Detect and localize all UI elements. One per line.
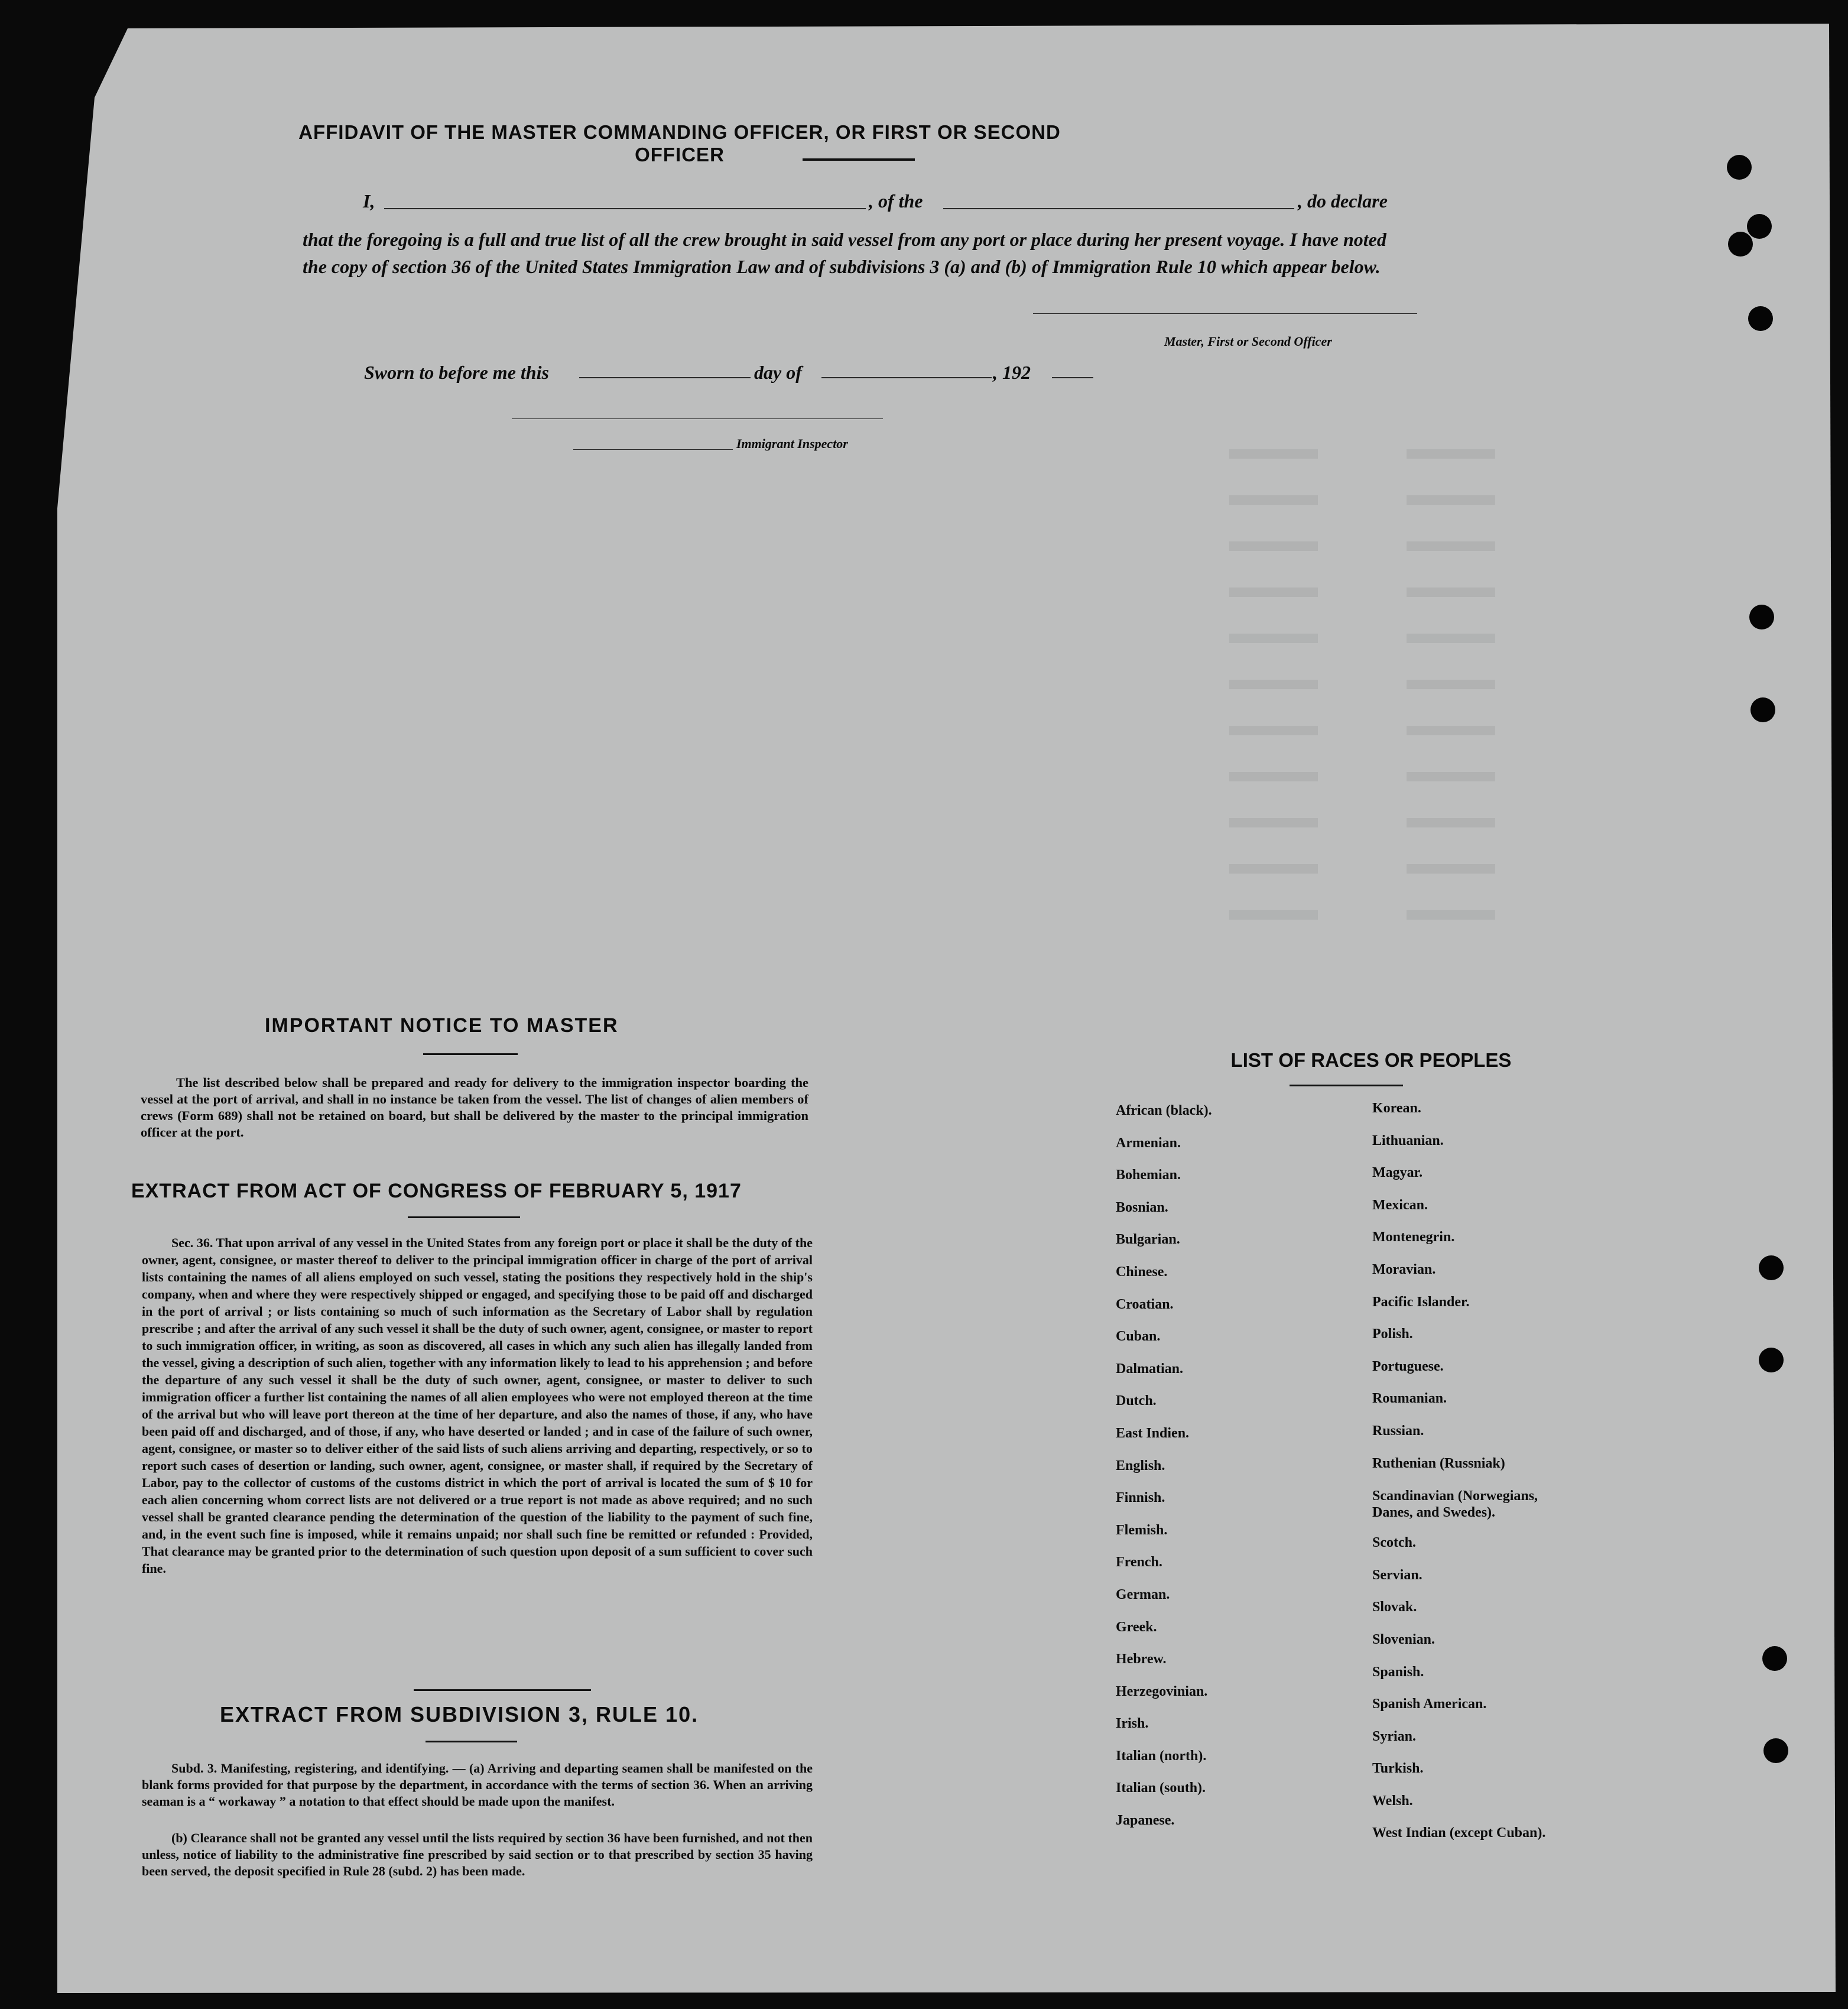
race-item: Slovak.	[1372, 1599, 1417, 1615]
race-item: Magyar.	[1372, 1165, 1423, 1181]
race-item: Greek.	[1116, 1619, 1157, 1635]
punch-hole	[1762, 1646, 1787, 1671]
race-item: Spanish.	[1372, 1664, 1424, 1680]
rule-para-b: (b) Clearance shall not be granted any vessel until the lists required by section 36 have been furnished, and not then unless, notice of liability to the administrative fine prescribed by said section or to that prescribed by section 35 having been served, the deposit specified in Rule 28 (subd. 2) has been made.	[142, 1831, 813, 1878]
races-left-column	[1116, 1103, 1212, 1845]
sworn-day-of: day of	[754, 362, 802, 383]
race-item: Servian.	[1372, 1567, 1422, 1583]
bleed-through-text	[1229, 449, 1596, 956]
race-item: Roumanian.	[1372, 1391, 1447, 1407]
title-underline	[803, 158, 915, 161]
race-item: Italian (south).	[1116, 1780, 1206, 1796]
race-item: Korean.	[1372, 1101, 1421, 1116]
race-item: Slovenian.	[1372, 1631, 1435, 1647]
notice-body: The list described below shall be prepared and ready for delivery to the immigration inspector boarding the vessel at the port of arrival, and shall in no instance be taken from the vessel. The list of changes of alien members of crews (Form 689) shall not be retained on board, but shall be delivered by the master to the principal immigration officer at the port.	[141, 1075, 808, 1140]
race-item: Bohemian.	[1116, 1167, 1181, 1183]
race-item: Dalmatian.	[1116, 1361, 1183, 1377]
punch-hole	[1749, 605, 1774, 629]
rule-extract-title: EXTRACT FROM SUBDIVISION 3, RULE 10.	[220, 1702, 699, 1726]
rule-para-a: Subd. 3. Manifesting, registering, and identifying. — (a) Arriving and departing seamen shall be manifested on the blank forms provided for that purpose by the department, in accordance with the terms of section 36. When an arriving seaman is a “ workaway ” a notation to that effect should be made upon the manifest.	[142, 1761, 813, 1809]
race-item: East Indien.	[1116, 1425, 1190, 1441]
sworn-text: Sworn to before me this	[364, 362, 549, 383]
race-item: English.	[1116, 1458, 1165, 1474]
declaration-i: I,	[363, 190, 375, 212]
race-item: German.	[1116, 1586, 1170, 1602]
affidavit-title: AFFIDAVIT OF THE MASTER COMMANDING OFFICER, OR FIRST OR SECOND OFFICER	[298, 121, 1061, 165]
punch-hole	[1747, 214, 1772, 239]
race-item: Japanese.	[1116, 1813, 1175, 1829]
race-item: Spanish American.	[1372, 1696, 1487, 1712]
race-item: Italian (north).	[1116, 1748, 1207, 1764]
rule-underline	[426, 1741, 517, 1742]
race-item: Ruthenian (Russniak)	[1372, 1455, 1505, 1471]
race-item: Flemish.	[1116, 1522, 1168, 1538]
race-item: Polish.	[1372, 1326, 1413, 1342]
punch-hole	[1728, 232, 1753, 257]
race-item: Armenian.	[1116, 1135, 1181, 1151]
races-underline	[1290, 1085, 1403, 1086]
inspector-caption: Immigrant Inspector	[736, 436, 848, 451]
punch-hole	[1750, 697, 1775, 722]
inspector-signature-line[interactable]	[573, 449, 733, 450]
race-item: Moravian.	[1372, 1261, 1436, 1277]
race-item: African (black).	[1116, 1103, 1212, 1118]
declaration-do-declare: , do declare	[1298, 190, 1388, 212]
master-signature-line[interactable]	[1033, 313, 1417, 314]
race-item: Scandinavian (Norwegians, Danes, and Swedes).	[1372, 1488, 1538, 1521]
race-item: Russian.	[1372, 1423, 1424, 1439]
master-caption: Master, First or Second Officer	[1164, 334, 1332, 349]
act-extract-body: Sec. 36. That upon arrival of any vessel in the United States from any foreign port or place it shall be the duty of the owner, agent, consignee, or master thereof to deliver to the principal immigration officer in charge of the port of arrival lists containing the names of all aliens employed on such vessel, stating the positions they respectively hold in the ship's company, when and where they were respectively shipped or engaged, and specifying those to be paid off and discharged in the port of arrival ; or lists containing so much of such information as the Secretary of Labor shall by regulation prescribe ; and after the arrival of any such vessel it shall be the duty of such owner, agent, consignee, or master to report to such immigration officer, in writing, as soon as discovered, all cases in which any such alien has illegally landed from the vessel, giving a description of such alien, together with any information likely to lead to his apprehension ; and before the departure of any such vessel it shall be the duty of such owner, agent, consignee, or master to deliver to such immigration officer a further list containing the names of all alien employees who were not employed thereon at the time of the arrival but who will leave port thereon at the time of her departure, and also the names of those, if any, who have been paid off and discharged, and of those, if any, who have deserted or landed ; and in case of the failure of such owner, agent, consignee, or master so to deliver either of the said lists of such aliens arriving and departing, respectively, or so to report such cases of desertion or landing, such owner, agent, consignee, or master shall, if required by the Secretary of Labor, pay to the collector of customs of the customs district in which the port of arrival is located the sum of $ 10 for each alien concerning whom correct lists are not delivered or a true report is not made as above required; and no such vessel shall be granted clearance pending the determination of the question of the liability to the payment of such fine, and, in the event such fine is imposed, while it remains unpaid; nor shall such fine be remitted or refunded : Provided, That clearance may be granted prior to the determination of such question upon deposit of a sum sufficient to cover such fine.	[142, 1235, 813, 1576]
race-item: Portuguese.	[1372, 1358, 1444, 1374]
act-extract-title: EXTRACT FROM ACT OF CONGRESS OF FEBRUARY 5, 1917	[131, 1180, 742, 1202]
inspector-line-1	[512, 418, 883, 419]
race-item: Turkish.	[1372, 1761, 1424, 1777]
punch-hole	[1763, 1738, 1788, 1763]
race-item: Lithuanian.	[1372, 1132, 1444, 1148]
races-right-column	[1372, 1101, 1550, 1858]
declarant-name-blank[interactable]	[384, 208, 866, 209]
sworn-day-blank[interactable]	[579, 377, 751, 378]
race-item: French.	[1116, 1554, 1162, 1570]
race-item: Chinese.	[1116, 1264, 1168, 1280]
notice-underline	[423, 1053, 518, 1055]
race-item: Mexican.	[1372, 1197, 1428, 1213]
races-title: LIST OF RACES OR PEOPLES	[1230, 1049, 1512, 1071]
sworn-month-blank[interactable]	[821, 377, 992, 378]
notice-title: IMPORTANT NOTICE TO MASTER	[265, 1014, 619, 1037]
punch-hole	[1748, 306, 1773, 331]
race-item: Herzegovinian.	[1116, 1683, 1208, 1699]
affidavit-paragraph: that the foregoing is a full and true list of all the crew brought in said vessel from any port or place during her present voyage. I have noted the copy of section 36 of the United States Immigration Law and of subdivisions 3 (a) and (b) of Immigration Rule 10 which appear below.	[303, 229, 1386, 277]
race-item: Cuban.	[1116, 1329, 1161, 1345]
rule-top-line	[414, 1689, 591, 1691]
race-item: West Indian (except Cuban).	[1372, 1825, 1546, 1841]
declaration-of-the: , of the	[869, 190, 923, 212]
race-item: Dutch.	[1116, 1393, 1157, 1409]
vessel-name-blank[interactable]	[943, 208, 1294, 209]
race-item: Bosnian.	[1116, 1199, 1168, 1215]
punch-hole	[1759, 1255, 1784, 1280]
race-item: Bulgarian.	[1116, 1232, 1180, 1248]
punch-hole	[1727, 155, 1752, 180]
race-item: Scotch.	[1372, 1535, 1416, 1551]
race-item: Hebrew.	[1116, 1651, 1167, 1667]
sworn-year-blank[interactable]	[1052, 377, 1093, 378]
act-underline	[408, 1216, 520, 1218]
race-item: Irish.	[1116, 1716, 1149, 1732]
sworn-year-prefix: , 192	[993, 362, 1031, 383]
punch-hole	[1759, 1348, 1784, 1372]
race-item: Montenegrin.	[1372, 1229, 1455, 1245]
race-item: Finnish.	[1116, 1490, 1165, 1506]
race-item: Pacific Islander.	[1372, 1294, 1470, 1310]
race-item: Welsh.	[1372, 1793, 1413, 1809]
race-item: Syrian.	[1372, 1728, 1417, 1744]
race-item: Croatian.	[1116, 1296, 1174, 1312]
